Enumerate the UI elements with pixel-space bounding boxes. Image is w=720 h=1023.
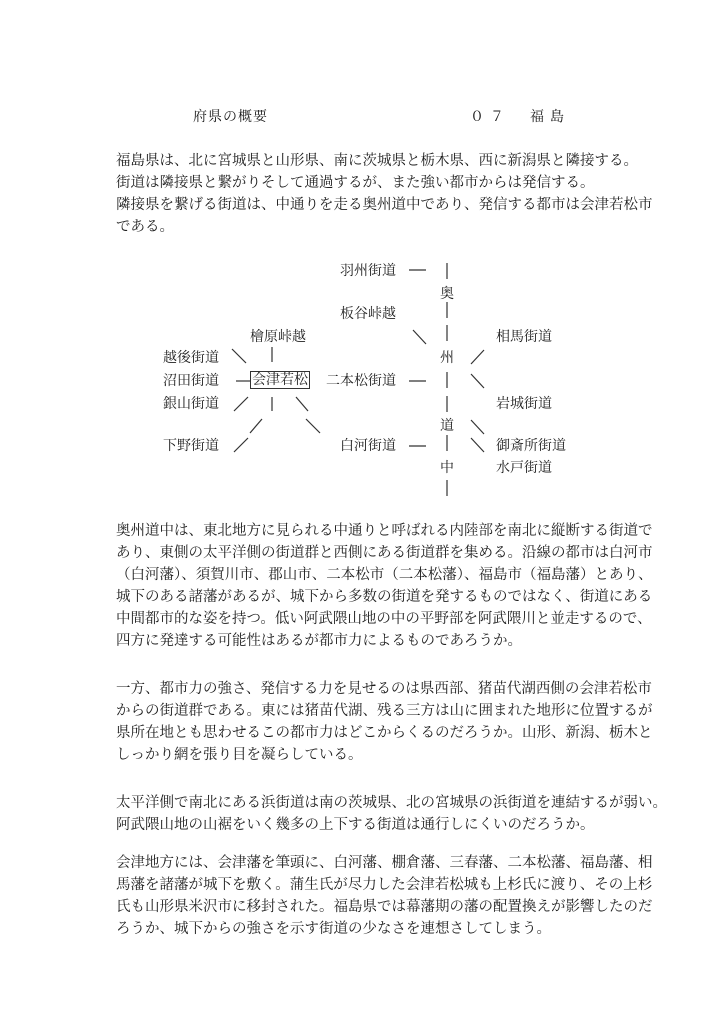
intro-line: 街道は隣接県と繋がりそして通過するが、また強い都市からは発信する。 (116, 175, 595, 191)
main-road-char: 中 (440, 460, 454, 476)
domains-line: 氏も山形県米沢市に移封された。福島県では幕藩期の藩の配置換えが影響したのだ (116, 899, 653, 915)
mito-road-label: 水戸街道 (496, 460, 552, 476)
domains-line: 会津地方には、会津藩を筆頭に、白河藩、棚倉藩、三春藩、二本松藩、福島藩、相 (116, 855, 653, 871)
aizu-line: からの街道群である。東には猪苗代湖、残る三方は山に囲まれた地形に位置するが (116, 703, 653, 719)
main-road-char: 奥 (440, 286, 454, 302)
southeast-connector (296, 397, 308, 411)
soma-connector (471, 350, 484, 364)
domains-line: ろうか、城下からの強さを示す街道の少なさを連想さしてしまう。 (116, 921, 551, 937)
gosaisho-road-label: 御斎所街道 (496, 438, 566, 454)
intro-line: 福島県は、北に宮城県と山形県、南に茨城県と栃木県、西に新潟県と隣接する。 (116, 153, 638, 169)
section-number: ０７ (470, 109, 510, 125)
shimotsuke-road-label: 下野街道 (163, 438, 219, 454)
iwaki-road-label: 岩城街道 (496, 396, 552, 412)
aizu-line: 一方、都市力の強さ、発信する力を見せるのは県西部、猪苗代湖西側の会津若松市 (116, 681, 652, 697)
okushu-line: （白河藩）、須賀川市、郡山市、二本松市（二本松藩）、福島市（福島藩）とあり、 (116, 567, 653, 583)
itaya-road-label: 板谷峠越 (340, 306, 396, 322)
okushu-line: あり、東側の太平洋側の街道群と西側にある街道群を集める。沿線の都市は白河市 (116, 545, 653, 561)
shimotsuke-connector (234, 438, 248, 452)
ginzan-road-label: 銀山街道 (163, 396, 219, 412)
okushu-line: 中間都市的な姿を持つ。低い阿武隈山地の中の平野部を阿武隈川と並走するので、 (116, 611, 652, 627)
aizu-paragraph (116, 678, 676, 766)
hinohara-road-label: 檜原峠越 (250, 329, 306, 345)
domains-paragraph (116, 852, 676, 940)
ginzan-connector (234, 397, 248, 411)
ushu-road-label: 羽州街道 (340, 263, 396, 279)
okushu-line: 四方に発達する可能性はあるが都市力によるものであろうか。 (116, 633, 522, 649)
domains-line: 馬藩を諸藩が城下を敷く。蒲生氏が尽力した会津若松城も上杉氏に渡り、その上杉 (116, 877, 653, 893)
okushu-line: 城下のある諸藩があるが、城下から多数の街道を発するものではなく、街道にある (116, 589, 653, 605)
pacific-line: 太平洋側で南北にある浜街道は南の茨城県、北の宮城県の浜街道を連結するが弱い。 (116, 795, 667, 811)
numata-road-label: 沼田街道 (163, 373, 219, 389)
prefecture-name: 福島 (530, 109, 570, 125)
echigo-road-label: 越後街道 (163, 350, 219, 366)
itaya-connector (413, 330, 426, 344)
okushu-line: 奥州道中は、東北地方に見られる中通りと呼ばれる内陸部を南北に縦断する街道で (116, 523, 653, 539)
pacific-paragraph (116, 792, 676, 836)
pacific-line: 阿武隈山地の山裾をいく幾多の上下する街道は通行しにくいのだろうか。 (116, 817, 595, 833)
mito-connector (471, 438, 484, 452)
gosaisho-connector (471, 420, 484, 434)
aizu-line: しっかり網を張り目を凝らしている。 (116, 747, 363, 763)
main-road-char: 州 (440, 350, 454, 366)
intro-line: である。 (116, 219, 174, 235)
diagonal-connector (306, 419, 320, 433)
document-title: 府県の概要 (193, 109, 268, 125)
main-road-char: 道 (440, 418, 454, 434)
aizuwakamatsu-hub: 会津若松 (252, 372, 308, 388)
echigo-connector (232, 349, 246, 363)
diagonal-connector (250, 419, 262, 433)
iwaki-connector (471, 374, 484, 388)
okushu-paragraph (116, 520, 676, 652)
soma-road-label: 相馬街道 (496, 329, 552, 345)
aizu-line: 県所在地とも思わせるこの都市力はどこからくるのだろうか。山形、新潟、栃木と (116, 725, 653, 741)
shirakawa-road-label: 白河街道 (340, 438, 396, 454)
nihonmatsu-road-label: 二本松街道 (326, 373, 396, 389)
intro-line: 隣接県を繋げる街道は、中通りを走る奥州道中であり、発信する都市は会津若松市 (116, 197, 653, 213)
